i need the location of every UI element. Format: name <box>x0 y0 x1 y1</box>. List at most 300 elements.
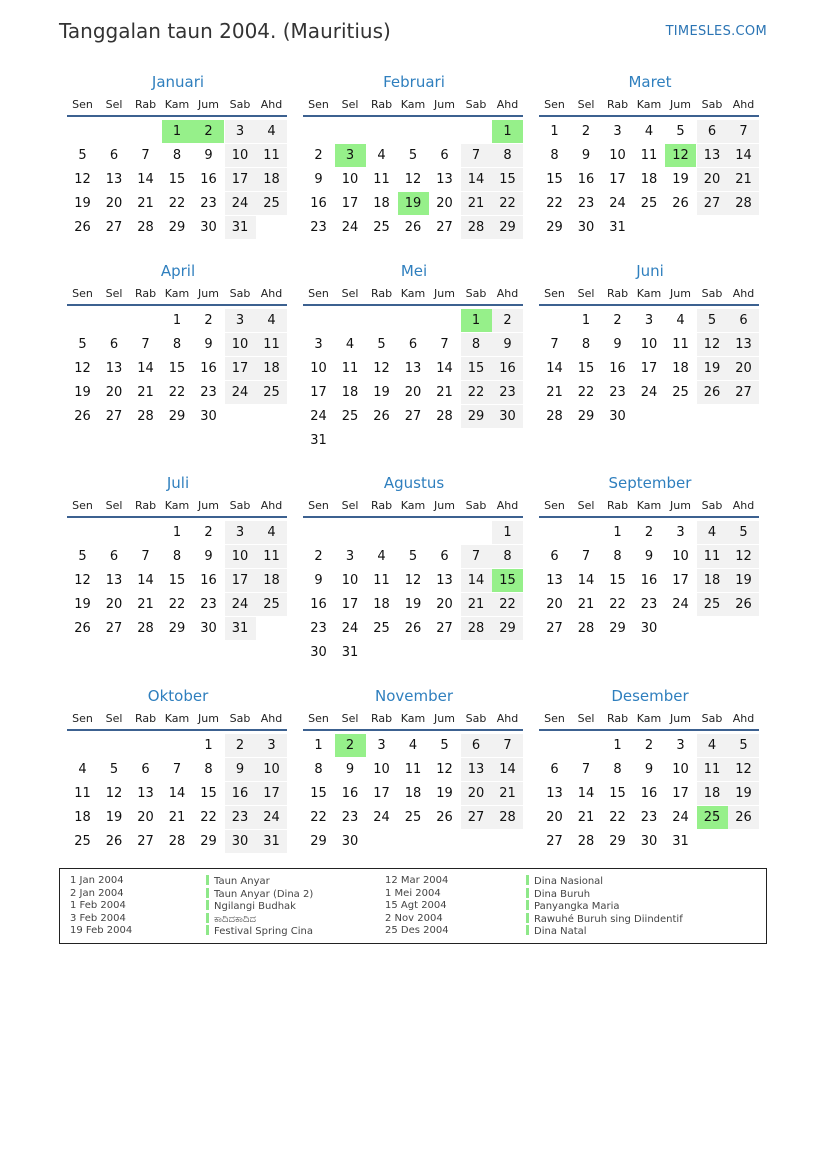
weekday-label: Sel <box>105 499 123 512</box>
day-cell: 18 <box>256 168 287 191</box>
weekday-label: Ahd <box>732 287 755 300</box>
day-cell: 21 <box>492 782 523 805</box>
day-cell: 10 <box>609 148 626 163</box>
day-cell: 15 <box>577 361 595 376</box>
day-cell: 20 <box>461 782 492 805</box>
weekday-label: Kam <box>636 98 662 111</box>
day-cell: 6 <box>109 549 119 564</box>
day-cell: 12 <box>404 172 422 187</box>
holiday-list <box>59 868 767 944</box>
day-cell: 3 <box>377 738 386 753</box>
weekday-label: Sen <box>308 287 329 300</box>
day-cell: 7 <box>581 549 591 564</box>
day-cell: 5 <box>408 148 418 163</box>
day-cell: 8 <box>492 144 523 167</box>
weekday-header <box>303 97 525 113</box>
day-cell: 10 <box>256 758 287 781</box>
holiday-day-cell: 1 <box>461 309 492 332</box>
day-cell: 10 <box>672 549 689 564</box>
day-cell: 13 <box>404 361 422 376</box>
weekday-label: Sel <box>341 98 359 111</box>
day-cell: 2 <box>204 525 213 540</box>
day-cell: 14 <box>577 573 595 588</box>
day-cell: 20 <box>105 196 123 211</box>
weekday-label: Sen <box>72 287 93 300</box>
day-cell: 17 <box>640 361 658 376</box>
holiday-name-text: ಕಾದಿದಕಾದಿದ <box>214 913 256 925</box>
weekday-label: Ahd <box>496 287 519 300</box>
holiday-name-text: Dina Buruh <box>534 888 591 900</box>
day-cell: 18 <box>373 196 390 211</box>
day-cell: 5 <box>676 124 685 139</box>
day-cell: 26 <box>672 196 689 211</box>
day-cell: 17 <box>672 573 689 588</box>
day-cell: 22 <box>577 385 595 400</box>
day-cell: 6 <box>440 549 449 564</box>
month-name: Februari <box>383 73 445 91</box>
day-cell: 5 <box>728 734 759 757</box>
weekday-label: Ahd <box>496 499 519 512</box>
month-divider <box>539 115 759 117</box>
day-cell: 26 <box>105 834 123 849</box>
weekday-label: Rab <box>370 499 393 512</box>
day-cell: 3 <box>676 738 685 753</box>
day-cell: 10 <box>225 333 256 356</box>
page-title: Tanggalan taun 2004. (Mauritius) <box>59 19 391 43</box>
day-cell: 10 <box>225 144 256 167</box>
holiday-name <box>526 925 683 938</box>
month-name: Oktober <box>147 687 209 705</box>
day-cell: 8 <box>204 762 213 777</box>
day-cell: 18 <box>256 569 287 592</box>
day-cell: 11 <box>74 786 91 801</box>
day-cell: 26 <box>728 593 759 616</box>
holiday-name-text: Dina Nasional <box>534 876 604 887</box>
day-cell: 21 <box>546 385 563 400</box>
day-cell: 20 <box>697 168 728 191</box>
day-cell: 6 <box>141 762 150 777</box>
day-cell: 17 <box>310 385 327 400</box>
day-cell: 18 <box>373 597 390 612</box>
day-cell: 2 <box>314 549 323 564</box>
day-cell: 19 <box>373 385 390 400</box>
day-cell: 26 <box>373 409 390 424</box>
day-cell: 13 <box>105 172 123 187</box>
holiday-day-cell: 2 <box>193 120 224 143</box>
day-cell: 27 <box>436 220 453 235</box>
day-cell: 26 <box>74 409 91 424</box>
day-cell: 21 <box>461 593 492 616</box>
holiday-name-text: Ngilangi Budhak <box>214 901 296 913</box>
day-cell: 6 <box>697 120 728 143</box>
day-cell: 1 <box>204 738 213 753</box>
day-cell: 18 <box>341 385 359 400</box>
day-cell: 23 <box>225 806 256 829</box>
weekday-label: Ahd <box>260 712 283 725</box>
day-cell: 14 <box>137 361 154 376</box>
day-cell: 4 <box>256 309 287 332</box>
day-cell: 28 <box>461 216 492 239</box>
day-cell: 16 <box>609 361 626 376</box>
day-cell: 9 <box>314 573 323 588</box>
day-cell: 11 <box>256 144 287 167</box>
day-cell: 3 <box>314 337 323 352</box>
day-cell: 11 <box>404 762 422 777</box>
day-cell: 19 <box>105 810 123 825</box>
day-cell: 18 <box>672 361 689 376</box>
holiday-day-cell: 3 <box>335 144 366 167</box>
day-cell: 17 <box>609 172 626 187</box>
holiday-name-text: Rawuhé Buruh sing Diindentif <box>534 913 683 925</box>
weekday-label: Rab <box>370 98 393 111</box>
day-cell: 16 <box>310 196 327 211</box>
day-cell: 2 <box>644 525 654 540</box>
holiday-name-text: Panyangka Maria <box>534 901 620 913</box>
day-cell: 23 <box>310 220 327 235</box>
day-cell: 30 <box>310 645 327 660</box>
day-cell: 29 <box>200 834 217 849</box>
day-cell: 7 <box>581 762 591 777</box>
day-cell: 25 <box>672 385 689 400</box>
day-cell: 3 <box>225 521 256 544</box>
weekday-label: Sen <box>308 499 329 512</box>
holiday-date: 2 Nov 2004 <box>385 912 443 924</box>
day-cell: 21 <box>137 196 154 211</box>
day-cell: 27 <box>105 220 123 235</box>
day-cell: 25 <box>373 621 390 636</box>
weekday-label: Rab <box>134 287 157 300</box>
day-cell: 16 <box>341 786 359 801</box>
weekday-label: Sen <box>544 499 565 512</box>
day-cell: 11 <box>256 545 287 568</box>
weekday-label: Sab <box>465 98 487 111</box>
holiday-name <box>206 925 313 938</box>
day-cell: 31 <box>341 645 359 660</box>
day-cell: 21 <box>461 192 492 215</box>
day-cell: 3 <box>225 120 256 143</box>
day-cell: 16 <box>310 597 327 612</box>
day-cell: 20 <box>404 385 422 400</box>
day-cell: 25 <box>640 196 658 211</box>
day-cell: 3 <box>613 124 622 139</box>
day-cell: 23 <box>577 196 595 211</box>
day-cell: 22 <box>168 597 186 612</box>
day-cell: 1 <box>314 738 323 753</box>
day-cell: 27 <box>461 806 492 829</box>
day-cell: 16 <box>225 782 256 805</box>
day-cell: 10 <box>341 573 359 588</box>
day-cell: 1 <box>172 525 182 540</box>
day-cell: 9 <box>581 148 591 163</box>
day-cell: 13 <box>697 144 728 167</box>
day-cell: 10 <box>225 545 256 568</box>
month-name: November <box>374 687 454 705</box>
day-cell: 16 <box>577 172 595 187</box>
weekday-label: Kam <box>400 712 426 725</box>
day-cell: 1 <box>581 313 591 328</box>
day-cell: 9 <box>314 172 323 187</box>
day-cell: 18 <box>640 172 658 187</box>
day-cell: 13 <box>105 361 123 376</box>
weekday-label: Sen <box>308 712 329 725</box>
day-cell: 3 <box>676 525 685 540</box>
holiday-marker <box>526 925 529 935</box>
day-cell: 23 <box>310 621 327 636</box>
weekday-label: Jum <box>670 98 691 111</box>
day-cell: 24 <box>256 806 287 829</box>
day-cell: 6 <box>461 734 492 757</box>
weekday-label: Kam <box>164 98 190 111</box>
month-divider <box>67 516 287 518</box>
weekday-label: Sab <box>701 499 723 512</box>
day-cell: 5 <box>377 337 386 352</box>
weekday-label: Ahd <box>732 499 755 512</box>
day-cell: 1 <box>550 124 559 139</box>
day-cell: 22 <box>546 196 563 211</box>
day-cell: 4 <box>256 521 287 544</box>
holiday-dates-left <box>70 875 132 938</box>
holiday-date: 15 Agt 2004 <box>385 900 447 912</box>
day-cell: 27 <box>728 381 759 404</box>
holiday-name <box>206 913 313 926</box>
day-cell: 18 <box>697 569 728 592</box>
weekday-label: Jum <box>198 98 219 111</box>
day-cell: 8 <box>581 337 591 352</box>
day-cell: 26 <box>74 621 91 636</box>
holiday-name <box>206 900 313 913</box>
day-cell: 24 <box>672 597 689 612</box>
weekday-label: Jum <box>198 712 219 725</box>
day-cell: 20 <box>546 810 563 825</box>
weekday-label: Sel <box>341 499 359 512</box>
holiday-dates-right <box>385 875 449 938</box>
day-cell: 5 <box>440 738 449 753</box>
weekday-label: Jum <box>434 287 455 300</box>
day-cell: 30 <box>341 834 359 849</box>
day-cell: 6 <box>440 148 449 163</box>
day-cell: 6 <box>408 337 418 352</box>
day-cell: 31 <box>256 830 287 853</box>
weekday-label: Sen <box>544 287 565 300</box>
holiday-date: 1 Mei 2004 <box>385 887 441 899</box>
month-divider <box>67 304 287 306</box>
day-cell: 7 <box>550 337 559 352</box>
holiday-name <box>526 913 683 926</box>
day-cell: 20 <box>728 357 759 380</box>
day-cell: 13 <box>436 172 453 187</box>
month-name: Juli <box>166 474 190 492</box>
weekday-label: Sel <box>105 287 123 300</box>
day-cell: 9 <box>492 333 523 356</box>
day-cell: 15 <box>492 168 523 191</box>
day-cell: 13 <box>728 333 759 356</box>
day-cell: 16 <box>640 786 658 801</box>
day-cell: 25 <box>341 409 359 424</box>
holiday-name <box>526 888 683 901</box>
day-cell: 14 <box>577 786 595 801</box>
day-cell: 29 <box>492 216 523 239</box>
day-cell: 5 <box>78 337 87 352</box>
day-cell: 30 <box>200 220 217 235</box>
day-cell: 4 <box>78 762 87 777</box>
day-cell: 27 <box>436 621 453 636</box>
day-cell: 22 <box>492 593 523 616</box>
day-cell: 5 <box>408 549 418 564</box>
day-cell: 16 <box>640 573 658 588</box>
weekday-label: Sab <box>229 712 251 725</box>
weekday-label: Sab <box>701 712 723 725</box>
day-cell: 30 <box>200 621 217 636</box>
day-cell: 14 <box>492 758 523 781</box>
day-cell: 15 <box>168 361 186 376</box>
weekday-label: Kam <box>636 287 662 300</box>
day-cell: 4 <box>345 337 355 352</box>
day-cell: 21 <box>728 168 759 191</box>
weekday-label: Rab <box>134 712 157 725</box>
day-cell: 8 <box>461 333 492 356</box>
weekday-label: Ahd <box>260 287 283 300</box>
day-cell: 3 <box>644 313 654 328</box>
day-cell: 4 <box>697 521 728 544</box>
day-cell: 30 <box>640 834 658 849</box>
holiday-date: 1 Jan 2004 <box>70 875 124 886</box>
day-cell: 14 <box>168 786 186 801</box>
brand-link[interactable]: TIMESLES.COM <box>665 24 767 39</box>
month-name: Juni <box>636 262 664 280</box>
day-cell: 7 <box>492 734 523 757</box>
day-cell: 24 <box>341 220 359 235</box>
weekday-label: Ahd <box>732 712 755 725</box>
day-cell: 2 <box>314 148 323 163</box>
day-cell: 4 <box>676 313 685 328</box>
day-cell: 23 <box>492 381 523 404</box>
day-cell: 24 <box>609 196 626 211</box>
day-cell: 23 <box>609 385 626 400</box>
day-cell: 9 <box>204 148 213 163</box>
holiday-name <box>526 900 683 913</box>
day-cell: 8 <box>172 148 182 163</box>
day-cell: 13 <box>546 786 563 801</box>
day-cell: 5 <box>728 521 759 544</box>
day-cell: 13 <box>436 573 453 588</box>
day-cell: 23 <box>640 597 658 612</box>
day-cell: 8 <box>314 762 323 777</box>
day-cell: 25 <box>256 192 287 215</box>
day-cell: 28 <box>137 409 154 424</box>
day-cell: 11 <box>640 148 658 163</box>
weekday-label: Sel <box>341 712 359 725</box>
day-cell: 14 <box>137 172 154 187</box>
holiday-name <box>206 875 313 888</box>
weekday-label: Ahd <box>260 98 283 111</box>
day-cell: 28 <box>168 834 186 849</box>
day-cell: 21 <box>137 385 154 400</box>
day-cell: 8 <box>492 545 523 568</box>
day-cell: 26 <box>404 220 422 235</box>
day-cell: 14 <box>436 361 453 376</box>
day-cell: 5 <box>109 762 119 777</box>
weekday-label: Ahd <box>732 98 755 111</box>
day-cell: 31 <box>225 216 256 239</box>
day-cell: 19 <box>74 196 91 211</box>
month-name: September <box>608 474 692 492</box>
day-cell: 31 <box>672 834 689 849</box>
day-cell: 3 <box>256 734 287 757</box>
weekday-header <box>539 97 761 113</box>
day-cell: 1 <box>613 738 622 753</box>
day-cell: 9 <box>204 549 213 564</box>
day-cell: 14 <box>728 144 759 167</box>
day-cell: 26 <box>404 621 422 636</box>
day-cell: 11 <box>373 573 390 588</box>
day-cell: 12 <box>697 333 728 356</box>
day-cell: 12 <box>74 573 91 588</box>
day-cell: 15 <box>546 172 563 187</box>
weekday-header <box>67 286 289 302</box>
day-cell: 18 <box>697 782 728 805</box>
weekday-label: Kam <box>636 499 662 512</box>
day-cell: 22 <box>168 385 186 400</box>
day-cell: 27 <box>697 192 728 215</box>
holiday-day-cell: 2 <box>335 734 366 757</box>
day-cell: 14 <box>546 361 563 376</box>
day-cell: 23 <box>200 385 217 400</box>
weekday-label: Jum <box>434 98 455 111</box>
day-cell: 1 <box>172 313 182 328</box>
day-cell: 12 <box>404 573 422 588</box>
weekday-label: Sab <box>465 499 487 512</box>
month-name: April <box>160 262 196 280</box>
day-cell: 4 <box>697 734 728 757</box>
day-cell: 15 <box>461 357 492 380</box>
day-cell: 26 <box>436 810 453 825</box>
weekday-header <box>539 286 761 302</box>
weekday-label: Jum <box>198 287 219 300</box>
weekday-header <box>303 711 525 727</box>
day-cell: 25 <box>404 810 422 825</box>
day-cell: 13 <box>137 786 154 801</box>
holiday-marker <box>206 900 209 910</box>
weekday-label: Jum <box>670 712 691 725</box>
day-cell: 7 <box>141 337 150 352</box>
day-cell: 19 <box>728 782 759 805</box>
weekday-label: Kam <box>400 287 426 300</box>
day-cell: 17 <box>373 786 390 801</box>
day-cell: 26 <box>728 806 759 829</box>
day-cell: 6 <box>109 337 119 352</box>
day-cell: 22 <box>609 597 626 612</box>
day-cell: 12 <box>105 786 123 801</box>
month-divider <box>539 516 759 518</box>
day-cell: 10 <box>373 762 390 777</box>
day-cell: 21 <box>168 810 186 825</box>
weekday-label: Sen <box>544 712 565 725</box>
day-cell: 2 <box>581 124 591 139</box>
day-cell: 28 <box>461 617 492 640</box>
day-cell: 9 <box>204 337 213 352</box>
weekday-header <box>539 711 761 727</box>
holiday-marker <box>526 875 529 885</box>
day-cell: 16 <box>492 357 523 380</box>
day-cell: 7 <box>141 148 150 163</box>
day-cell: 24 <box>225 192 256 215</box>
month-name: Mei <box>400 262 428 280</box>
day-cell: 29 <box>609 834 626 849</box>
day-cell: 24 <box>373 810 390 825</box>
day-cell: 28 <box>577 621 595 636</box>
day-cell: 15 <box>168 573 186 588</box>
day-cell: 4 <box>408 738 418 753</box>
